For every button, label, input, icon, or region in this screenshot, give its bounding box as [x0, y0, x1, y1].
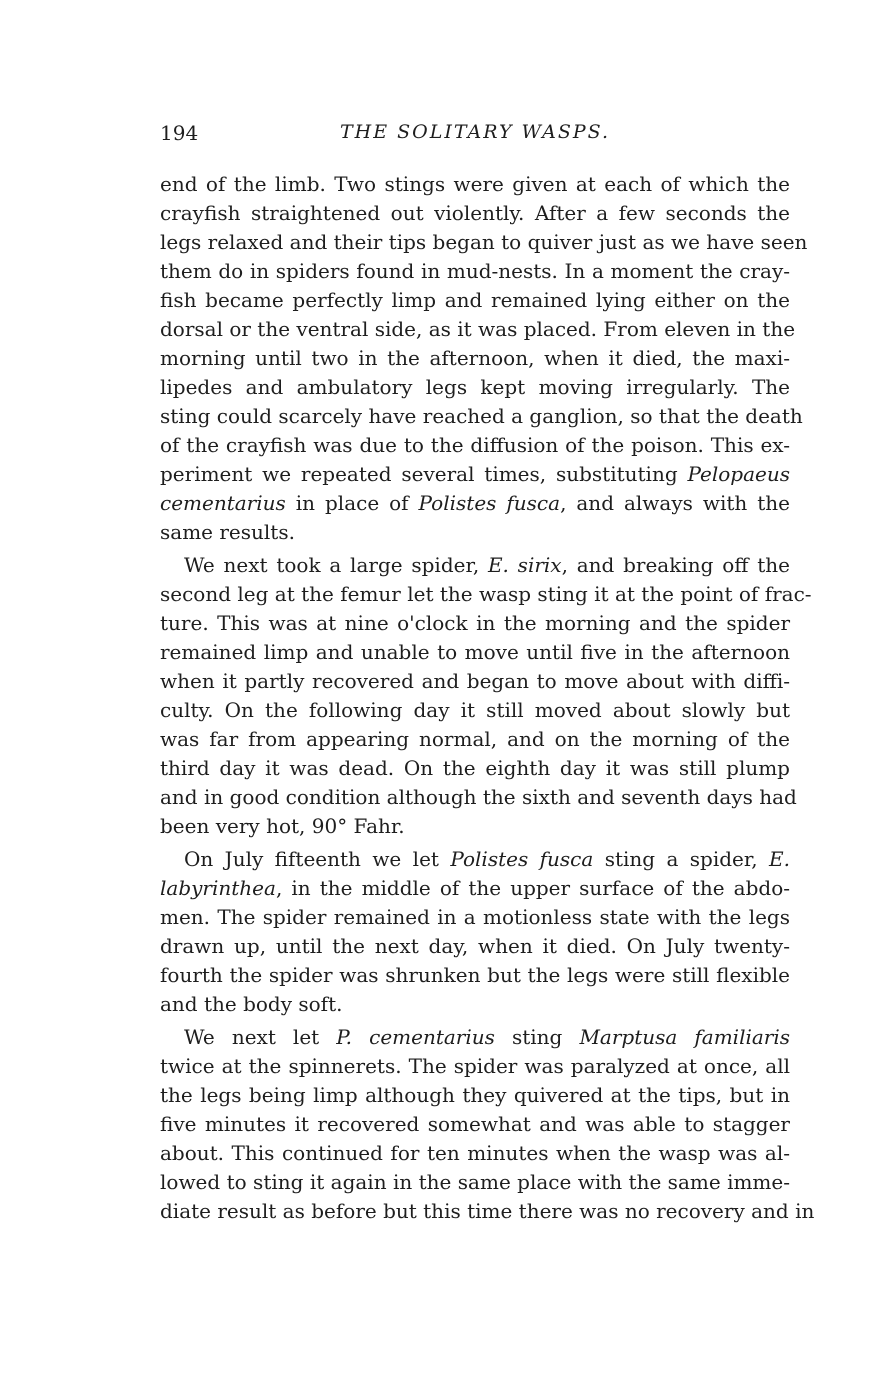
text-line — [160, 551, 790, 580]
text-line — [160, 754, 790, 783]
text-line — [160, 961, 790, 990]
text-line — [160, 1052, 790, 1081]
text-run: about. This continued for ten minutes when the wasp was al- — [160, 1141, 790, 1165]
text-line — [160, 402, 803, 431]
text-run: periment we repeated several times, substituting — [160, 462, 688, 486]
text-line — [160, 1197, 815, 1226]
text-line — [160, 286, 790, 315]
text-line — [160, 431, 790, 460]
text-run: On July fifteenth we let — [184, 847, 451, 871]
text-line — [160, 344, 790, 373]
text-line — [160, 1139, 790, 1168]
text-run: culty. On the following day it still moved about slowly but — [160, 698, 790, 722]
text-run: same results. — [160, 520, 295, 544]
paragraph — [160, 551, 812, 841]
text-run: We next let — [184, 1025, 337, 1049]
text-run: twice at the spinnerets. The spider was paralyzed at once, all — [160, 1054, 790, 1078]
text-run: diate result as before but this time there was no recovery and in — [160, 1199, 815, 1223]
text-line — [160, 845, 790, 874]
text-run: sting — [494, 1025, 580, 1049]
text-run: sting a spider, — [593, 847, 770, 871]
running-header — [160, 121, 790, 149]
italic-term: cementarius — [160, 491, 286, 515]
text-run: five minutes it recovered somewhat and was able to stagger — [160, 1112, 790, 1136]
text-line — [160, 638, 790, 667]
text-line — [160, 257, 790, 286]
text-run: dorsal or the ventral side, as it was placed. From eleven in the — [160, 317, 796, 341]
italic-term: E. sirix — [487, 553, 562, 577]
page-number: 194 — [160, 121, 199, 145]
paragraph — [160, 845, 790, 1019]
text-run: fish became perfectly limp and remained lying either on the — [160, 288, 790, 312]
text-line — [160, 315, 796, 344]
text-run: in place of — [285, 491, 419, 515]
paragraph — [160, 170, 808, 547]
running-title: THE SOLITARY WASPS. — [340, 121, 611, 143]
text-run: end of the limb. Two stings were given at each of which the — [160, 172, 790, 196]
text-run: been very hot, 90° Fahr. — [160, 814, 405, 838]
text-run: lipedes and ambulatory legs kept moving irregularly. The — [160, 375, 790, 399]
text-run: of the crayfish was due to the diffusion of the poison. This ex- — [160, 433, 790, 457]
text-run: men. The spider remained in a motionless state with the legs — [160, 905, 790, 929]
text-run: We next took a large spider, — [184, 553, 488, 577]
text-line — [160, 580, 812, 609]
text-line — [160, 932, 790, 961]
text-line — [160, 373, 790, 402]
italic-term: Polistes fusca — [450, 847, 594, 871]
text-line — [160, 1023, 790, 1052]
text-line — [160, 518, 790, 547]
text-run: morning until two in the afternoon, when it died, the maxi- — [160, 346, 790, 370]
text-run: third day it was dead. On the eighth day it was still plump — [160, 756, 790, 780]
text-run: , and breaking off the — [561, 553, 790, 577]
text-line — [160, 990, 790, 1019]
paragraph — [160, 1023, 815, 1226]
text-line — [160, 1081, 790, 1110]
text-run: , and always with the — [560, 491, 791, 515]
text-run: fourth the spider was shrunken but the legs were still flexible — [160, 963, 790, 987]
text-line — [160, 696, 790, 725]
text-run: when it partly recovered and began to move about with diffi- — [160, 669, 790, 693]
italic-term: Polistes fusca — [418, 491, 561, 515]
text-run: remained limp and unable to move until five in the afternoon — [160, 640, 790, 664]
text-line — [160, 199, 790, 228]
text-run: legs relaxed and their tips began to quiver just as we have seen — [160, 230, 808, 254]
italic-term: Pelopaeus — [687, 462, 790, 486]
text-line — [160, 460, 790, 489]
text-run: the legs being limp although they quivered at the tips, but in — [160, 1083, 790, 1107]
text-run: crayfish straightened out violently. After a few seconds the — [160, 201, 790, 225]
italic-term: P. cementarius — [336, 1025, 495, 1049]
italic-term: labyrinthea — [160, 876, 276, 900]
text-line — [160, 667, 790, 696]
text-line — [160, 489, 790, 518]
text-line — [160, 170, 790, 199]
text-run: them do in spiders found in mud-nests. In a moment the cray- — [160, 259, 790, 283]
text-line — [160, 725, 790, 754]
text-run: and in good condition although the sixth and seventh days had — [160, 785, 797, 809]
body-text — [160, 170, 815, 1226]
text-line — [160, 1168, 790, 1197]
text-run: drawn up, until the next day, when it died. On July twenty- — [160, 934, 790, 958]
text-run: was far from appearing normal, and on the morning of the — [160, 727, 790, 751]
italic-term: Marptusa familiaris — [579, 1025, 791, 1049]
text-line — [160, 812, 790, 841]
italic-term: E. — [769, 847, 790, 871]
text-line — [160, 903, 790, 932]
text-line — [160, 228, 808, 257]
text-line — [160, 1110, 790, 1139]
text-run: and the body soft. — [160, 992, 343, 1016]
text-run: lowed to sting it again in the same place with the same imme- — [160, 1170, 790, 1194]
text-run: , in the middle of the upper surface of the abdo- — [275, 876, 790, 900]
text-line — [160, 874, 790, 903]
text-run: ture. This was at nine o'clock in the morning and the spider — [160, 611, 790, 635]
text-run: sting could scarcely have reached a ganglion, so that the death — [160, 404, 803, 428]
text-line — [160, 783, 797, 812]
text-run: second leg at the femur let the wasp sting it at the point of frac- — [160, 582, 812, 606]
text-line — [160, 609, 790, 638]
